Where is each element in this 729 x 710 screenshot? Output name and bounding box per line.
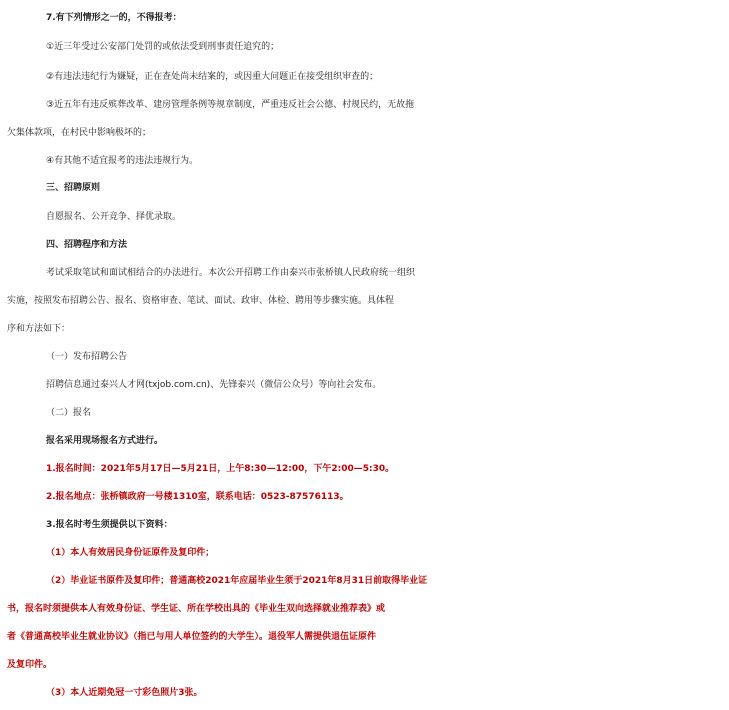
registration-method: 报名采用现场报名方式进行。 (46, 436, 164, 446)
material-2-line-3: 者《普通高校毕业生就业协议》（指已与用人单位签约的大学生）。退役军人需提供退伍证原件 (7, 632, 377, 642)
disqualification-item-3-line-1: ③近五年有违反殡葬改革、建房管理条例等规章制度，严重违反社会公德、村规民约，无故拖 (46, 100, 415, 110)
material-2-line-1: （2）毕业证书原件及复印件；普通高校2021年应届毕业生须于2021年8月31日前取得毕业证 (46, 576, 428, 586)
section-4-intro-line-3: 序和方法如下： (7, 324, 71, 334)
section-4-intro-line-2: 实施，按照发布招聘公告、报名、资格审查、笔试、面试、政审、体检、聘用等步骤实施。具体程 (7, 296, 395, 306)
section-7-heading: 7.有下列情形之一的，不得报考： (46, 13, 182, 23)
disqualification-item-2: ②有违法违纪行为嫌疑，正在查处尚未结案的，或因重大问题正在接受组织审查的； (46, 72, 379, 82)
material-2-line-4: 及复印件。 (7, 660, 53, 670)
disqualification-item-4: ④有其他不适宜报考的违法违规行为。 (46, 156, 199, 166)
subsection-1-body: 招聘信息通过泰兴人才网(txjob.com.cn)、先锋泰兴（微信公众号）等向社会发布。 (46, 380, 382, 390)
section-3-body: 自愿报名、公开竞争、择优录取。 (46, 212, 182, 222)
subsection-2-heading: （二）报名 (46, 408, 92, 418)
disqualification-item-3-line-2: 欠集体款项，在村民中影响极坏的； (7, 128, 152, 138)
section-4-intro-line-1: 考试采取笔试和面试相结合的办法进行。本次公开招聘工作由泰兴市张桥镇人民政府统一组织 (46, 268, 416, 278)
materials-heading: 3.报名时考生须提供以下资料： (46, 520, 173, 530)
registration-place: 2.报名地点：张桥镇政府一号楼1310室，联系电话：0523-87576113。 (46, 492, 349, 502)
subsection-1-heading: （一）发布招聘公告 (46, 352, 128, 362)
disqualification-item-1: ①近三年受过公安部门处罚的或依法受到刑事责任追究的； (46, 42, 280, 52)
section-4-heading: 四、招聘程序和方法 (46, 240, 128, 250)
section-3-heading: 三、招聘原则 (46, 183, 101, 193)
material-3: （3）本人近期免冠一寸彩色照片3张。 (46, 688, 203, 698)
registration-time: 1.报名时间：2021年5月17日—5月21日，上午8:30—12:00，下午2:00—5:30。 (46, 464, 395, 474)
material-2-line-2: 书，报名时须提供本人有效身份证、学生证、所在学校出具的《毕业生双向选择就业推荐表》或 (7, 604, 386, 614)
material-1: （1）本人有效居民身份证原件及复印件； (46, 548, 215, 558)
